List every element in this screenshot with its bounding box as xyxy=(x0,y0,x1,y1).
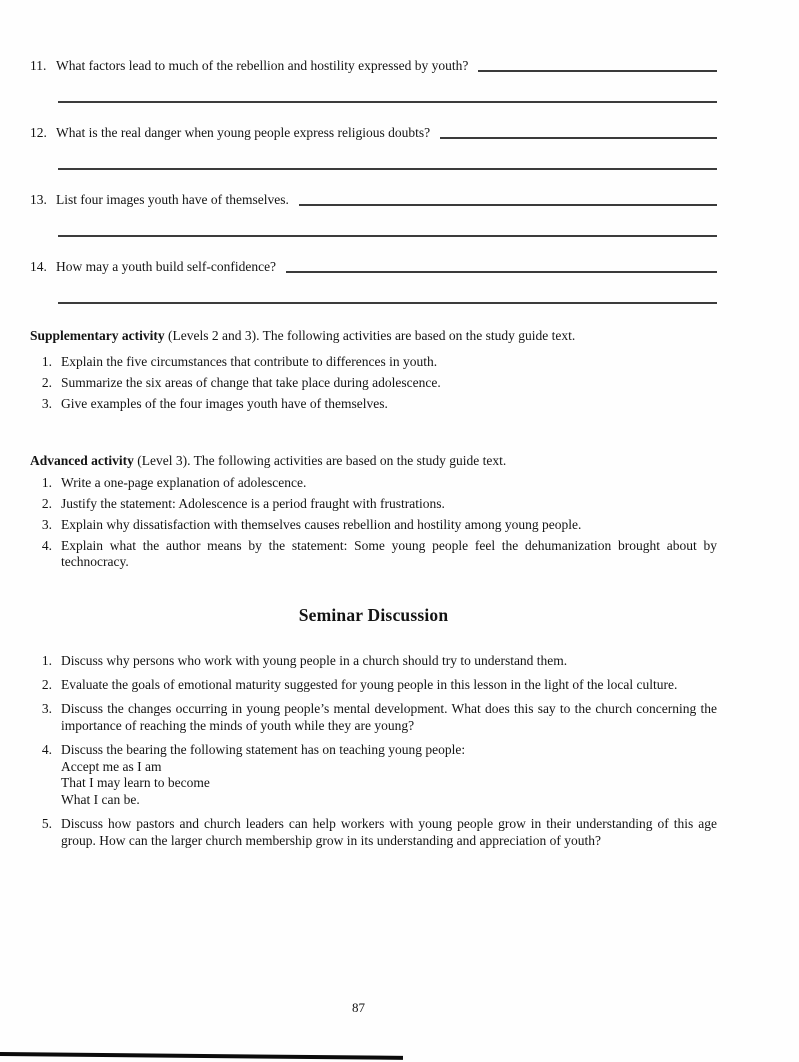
list-item-text: Justify the statement: Adolescence is a period fraught with frustrations. xyxy=(61,495,445,511)
list-item xyxy=(30,475,717,492)
advanced-activity-section xyxy=(30,453,717,571)
quote-line: What I can be. xyxy=(61,792,140,808)
list-item-number: 3. xyxy=(41,396,52,412)
question-text: What factors lead to much of the rebellion and hostility expressed by youth? xyxy=(56,58,469,73)
answer-blank-line xyxy=(58,302,717,304)
list-item-number: 5. xyxy=(41,816,52,832)
list-item-number: 1. xyxy=(41,354,52,370)
supplementary-activity-list xyxy=(30,354,717,413)
seminar-discussion-title: Seminar Discussion xyxy=(298,605,449,626)
questions-section xyxy=(30,58,717,304)
list-item-text: Discuss why persons who work with young people in a church should try to understand them. xyxy=(61,653,568,669)
question-number: 11. xyxy=(30,58,47,73)
question-item-11 xyxy=(30,58,717,103)
heading-bold-text: Supplementary activity xyxy=(30,327,165,343)
list-item-number: 2. xyxy=(41,495,52,511)
list-item xyxy=(30,354,717,371)
advanced-activity-heading xyxy=(30,453,717,470)
question-text: How may a youth build self-confidence? xyxy=(56,258,277,274)
list-item xyxy=(30,742,717,810)
list-item xyxy=(30,396,717,413)
list-item xyxy=(30,538,717,572)
question-text: What is the real danger when young people express religious doubts? xyxy=(56,124,431,140)
question-item-14 xyxy=(30,259,717,304)
list-item-number: 3. xyxy=(41,700,52,716)
list-item-text: Explain what the author means by the statement: Some young people feel the dehumanization brought about by technocracy. xyxy=(61,537,717,570)
list-item-lead-text: Discuss the bearing the following statement has on teaching young people: xyxy=(61,741,466,757)
quote-line: That I may learn to become xyxy=(61,775,210,791)
answer-blank-line xyxy=(440,137,717,139)
list-item-text: Write a one-page explanation of adolescence. xyxy=(61,474,307,490)
list-item-number: 3. xyxy=(41,516,52,532)
heading-rest-text: (Level 3). The following activities are based on the study guide text. xyxy=(133,453,507,468)
list-item-text: Evaluate the goals of emotional maturity suggested for young people in this lesson in the light of the local culture. xyxy=(61,677,678,692)
answer-blank-line xyxy=(58,235,717,237)
quote-line: Accept me as I am xyxy=(61,758,162,774)
seminar-discussion-list xyxy=(30,653,717,850)
list-item-number: 1. xyxy=(41,474,52,490)
list-item xyxy=(30,496,717,513)
answer-blank-line xyxy=(58,168,717,170)
question-item-12 xyxy=(30,125,717,170)
answer-blank-line xyxy=(286,271,717,273)
page-number: 87 xyxy=(352,999,365,1015)
advanced-activity-list xyxy=(30,475,717,571)
list-item-text: Explain why dissatisfaction with themselves causes rebellion and hostility among young people. xyxy=(61,516,582,532)
list-item-number: 2. xyxy=(41,375,52,391)
list-item xyxy=(30,701,717,735)
list-item xyxy=(30,375,717,392)
list-item-text: Discuss how pastors and church leaders can help workers with young people grow in their understanding of this age group. How can the larger church membership grow in its understanding and appreciation of youth? xyxy=(61,816,717,848)
list-item-number: 4. xyxy=(41,741,52,757)
answer-blank-line xyxy=(478,70,717,72)
list-item-text xyxy=(61,742,717,810)
list-item-text: Give examples of the four images youth have of themselves. xyxy=(61,396,388,412)
list-item xyxy=(30,653,717,670)
question-number: 13. xyxy=(30,191,47,207)
list-item-text: Summarize the six areas of change that take place during adolescence. xyxy=(61,375,441,391)
list-item-number: 4. xyxy=(41,537,52,553)
question-number: 14. xyxy=(30,258,47,274)
list-item-number: 2. xyxy=(41,677,52,692)
list-item xyxy=(30,517,717,534)
supplementary-activity-section xyxy=(30,328,717,414)
answer-blank-line xyxy=(58,101,717,103)
question-item-13 xyxy=(30,192,717,237)
list-item xyxy=(30,677,717,694)
seminar-discussion-section xyxy=(30,605,717,850)
list-item xyxy=(30,816,717,850)
answer-blank-line xyxy=(299,204,717,206)
list-item-text: Discuss the changes occurring in young people’s mental development. What does this say to the church concerning the importance of reaching the minds of youth while they are young? xyxy=(61,700,717,733)
question-text: List four images youth have of themselves. xyxy=(56,191,289,207)
heading-bold-text: Advanced activity xyxy=(30,453,134,468)
heading-rest-text: (Levels 2 and 3). The following activities are based on the study guide text. xyxy=(164,327,576,343)
question-number: 12. xyxy=(30,124,47,140)
list-item-number: 1. xyxy=(41,653,52,669)
list-item-text: Explain the five circumstances that contribute to differences in youth. xyxy=(61,354,438,370)
scan-artifact-bar xyxy=(0,1052,403,1060)
supplementary-activity-heading xyxy=(30,328,717,345)
